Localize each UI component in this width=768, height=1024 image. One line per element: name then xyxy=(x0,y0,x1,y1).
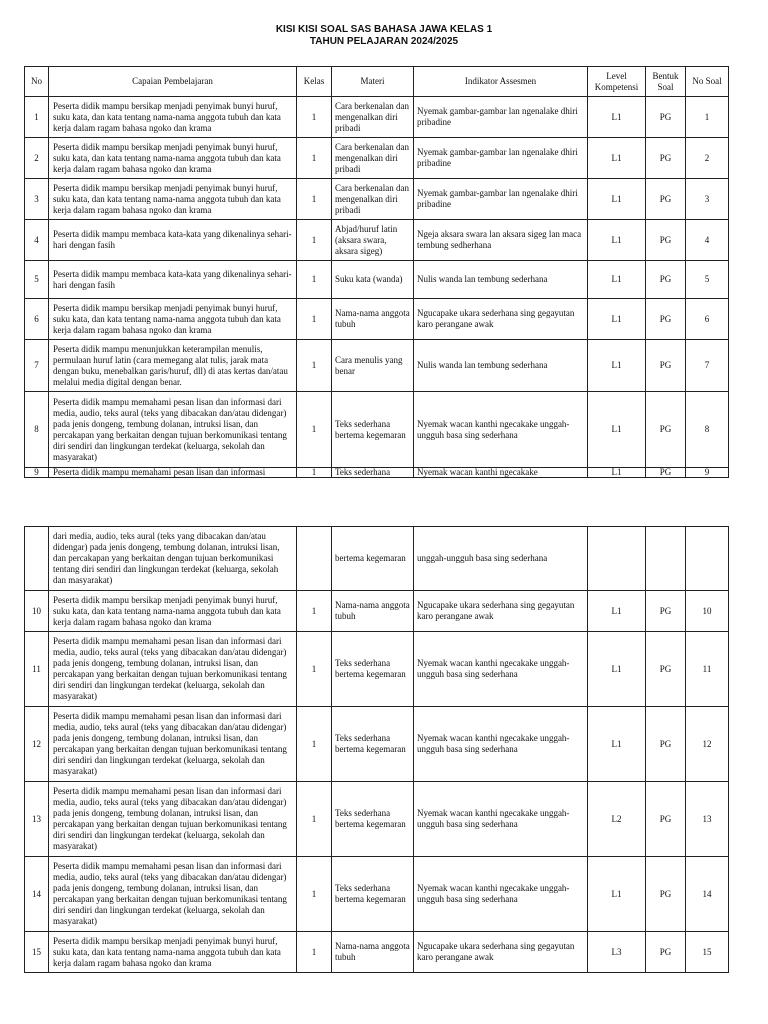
cell-nosoal: 15 xyxy=(686,932,729,973)
cell-no: 4 xyxy=(25,220,49,261)
cell-bentuk: PG xyxy=(646,261,686,299)
cell-nosoal: 5 xyxy=(686,261,729,299)
cell-materi: Cara berkenalan dan mengenalkan diri pribadi xyxy=(332,138,414,179)
cell-materi: Teks sederhana xyxy=(332,468,414,478)
cell-kelas: 1 xyxy=(297,340,332,392)
cell-nosoal: 14 xyxy=(686,857,729,932)
table-row xyxy=(25,932,729,973)
cell-nosoal xyxy=(686,527,729,591)
cell-materi: Nama-nama anggota tubuh xyxy=(332,932,414,973)
cell-level: L1 xyxy=(588,632,646,707)
cell-materi: Suku kata (wanda) xyxy=(332,261,414,299)
cell-bentuk: PG xyxy=(646,591,686,632)
cell-no: 6 xyxy=(25,299,49,340)
cell-no: 11 xyxy=(25,632,49,707)
cell-capaian: Peserta didik mampu bersikap menjadi penyimak bunyi huruf, suku kata, dan kata tentang nama-nama anggota tubuh dan kata kerja dalam ragam bahasa ngoko dan krama xyxy=(49,179,297,220)
cell-materi: Cara berkenalan dan mengenalkan diri pribadi xyxy=(332,179,414,220)
cell-materi: Teks sederhana bertema kegemaran xyxy=(332,857,414,932)
table-row xyxy=(25,632,729,707)
cell-materi: Abjad/huruf latin (aksara swara, aksara sigeg) xyxy=(332,220,414,261)
cell-no: 5 xyxy=(25,261,49,299)
table-row xyxy=(25,591,729,632)
cell-capaian: Peserta didik mampu membaca kata-kata yang dikenalinya sehari-hari dengan fasih xyxy=(49,220,297,261)
cell-capaian: Peserta didik mampu memahami pesan lisan dan informasi xyxy=(49,468,297,478)
cell-bentuk: PG xyxy=(646,340,686,392)
cell-bentuk: PG xyxy=(646,299,686,340)
cell-nosoal: 12 xyxy=(686,707,729,782)
cell-level: L1 xyxy=(588,179,646,220)
cell-nosoal: 9 xyxy=(686,468,729,478)
cell-no: 10 xyxy=(25,591,49,632)
table-row xyxy=(25,261,729,299)
document-subtitle: TAHUN PELAJARAN 2024/2025 xyxy=(309,36,459,47)
cell-capaian: Peserta didik mampu bersikap menjadi penyimak bunyi huruf, suku kata, dan kata tentang nama-nama anggota tubuh dan kata kerja dalam ragam bahasa ngoko dan krama xyxy=(49,138,297,179)
cell-nosoal: 6 xyxy=(686,299,729,340)
cell-indikator: Ngucapake ukara sederhana sing gegayutan karo perangane awak xyxy=(414,299,588,340)
cell-level: L3 xyxy=(588,932,646,973)
cell-capaian: Peserta didik mampu memahami pesan lisan dan informasi dari media, audio, teks aural (teks yang dibacakan dan/atau didengar) pada jenis dongeng, tembung dolanan, intruksi lisan, dan percakapan yang berkaitan dengan tujuan berkomunikasi tentang diri sendiri dan lingkungan terdekat (keluarga, sekolah dan masyarakat) xyxy=(49,707,297,782)
table-row xyxy=(25,707,729,782)
table-header-row xyxy=(25,67,729,97)
cell-kelas: 1 xyxy=(297,932,332,973)
cell-nosoal: 7 xyxy=(686,340,729,392)
table-row xyxy=(25,782,729,857)
cell-capaian: Peserta didik mampu bersikap menjadi penyimak bunyi huruf, suku kata, dan kata tentang nama-nama anggota tubuh dan kata kerja dalam ragam bahasa ngoko dan krama xyxy=(49,591,297,632)
cell-level: L1 xyxy=(588,857,646,932)
cell-capaian: Peserta didik mampu membaca kata-kata yang dikenalinya sehari-hari dengan fasih xyxy=(49,261,297,299)
table-row xyxy=(25,527,729,591)
cell-kelas: 1 xyxy=(297,468,332,478)
cell-kelas: 1 xyxy=(297,138,332,179)
cell-kelas: 1 xyxy=(297,857,332,932)
cell-level: L1 xyxy=(588,591,646,632)
cell-indikator: Nyemak gambar-gambar lan ngenalake dhiri pribadine xyxy=(414,179,588,220)
document-title: KISI KISI SOAL SAS BAHASA JAWA KELAS 1 xyxy=(275,24,493,35)
kisi-table-page-1 xyxy=(24,66,729,478)
cell-materi: Cara menulis yang benar xyxy=(332,340,414,392)
cell-level: L1 xyxy=(588,97,646,138)
cell-kelas: 1 xyxy=(297,97,332,138)
table-row xyxy=(25,340,729,392)
table-row xyxy=(25,138,729,179)
cell-indikator: Nulis wanda lan tembung sederhana xyxy=(414,261,588,299)
cell-kelas: 1 xyxy=(297,632,332,707)
cell-materi: Teks sederhana bertema kegemaran xyxy=(332,392,414,468)
cell-indikator: Ngucapake ukara sederhana sing gegayutan karo perangane awak xyxy=(414,932,588,973)
cell-capaian: Peserta didik mampu memahami pesan lisan dan informasi dari media, audio, teks aural (teks yang dibacakan dan/atau didengar) pada jenis dongeng, tembung dolanan, intruksi lisan, dan percakapan yang berkaitan dengan tujuan berkomunikasi tentang diri sendiri dan lingkungan terdekat (keluarga, sekolah dan masyarakat) xyxy=(49,392,297,468)
header-level: Level Kompetensi xyxy=(588,67,646,97)
cell-nosoal: 13 xyxy=(686,782,729,857)
cell-nosoal: 2 xyxy=(686,138,729,179)
cell-indikator: Nyemak gambar-gambar lan ngenalake dhiri pribadine xyxy=(414,97,588,138)
cell-bentuk: PG xyxy=(646,392,686,468)
cell-indikator: Ngucapake ukara sederhana sing gegayutan karo perangane awak xyxy=(414,591,588,632)
cell-materi: Teks sederhana bertema kegemaran xyxy=(332,632,414,707)
header-kelas: Kelas xyxy=(297,67,332,97)
cell-no: 1 xyxy=(25,97,49,138)
cell-no: 3 xyxy=(25,179,49,220)
cell-no: 14 xyxy=(25,857,49,932)
header-materi: Materi xyxy=(332,67,414,97)
cell-materi: Teks sederhana bertema kegemaran xyxy=(332,707,414,782)
cell-bentuk: PG xyxy=(646,782,686,857)
cell-indikator: Nyemak wacan kanthi ngecakake unggah-ungguh basa sing sederhana xyxy=(414,857,588,932)
cell-kelas: 1 xyxy=(297,299,332,340)
cell-capaian: Peserta didik mampu memahami pesan lisan dan informasi dari media, audio, teks aural (teks yang dibacakan dan/atau didengar) pada jenis dongeng, tembung dolanan, intruksi lisan, dan percakapan yang berkaitan dengan tujuan berkomunikasi tentang diri sendiri dan lingkungan terdekat (keluarga, sekolah dan masyarakat) xyxy=(49,857,297,932)
cell-no: 8 xyxy=(25,392,49,468)
header-no: No xyxy=(25,67,49,97)
cell-no: 7 xyxy=(25,340,49,392)
cell-kelas: 1 xyxy=(297,707,332,782)
cell-nosoal: 10 xyxy=(686,591,729,632)
cell-bentuk: PG xyxy=(646,932,686,973)
cell-bentuk: PG xyxy=(646,632,686,707)
cell-nosoal: 11 xyxy=(686,632,729,707)
cell-level: L1 xyxy=(588,261,646,299)
table-row xyxy=(25,179,729,220)
cell-kelas: 1 xyxy=(297,179,332,220)
cell-capaian: dari media, audio, teks aural (teks yang dibacakan dan/atau didengar) pada jenis dongeng, tembung dolanan, intruksi lisan, dan percakapan yang berkaitan dengan tujuan berkomunikasi tentang diri sendiri dan lingkungan terdekat (keluarga, sekolah dan masyarakat) xyxy=(49,527,297,591)
header-bentuk: Bentuk Soal xyxy=(646,67,686,97)
cell-indikator: Nyemak wacan kanthi ngecakake xyxy=(414,468,588,478)
cell-level: L1 xyxy=(588,468,646,478)
cell-level: L1 xyxy=(588,299,646,340)
cell-indikator: Nyemak wacan kanthi ngecakake unggah-ungguh basa sing sederhana xyxy=(414,782,588,857)
cell-bentuk: PG xyxy=(646,707,686,782)
cell-no xyxy=(25,527,49,591)
cell-level: L1 xyxy=(588,707,646,782)
cell-capaian: Peserta didik mampu memahami pesan lisan dan informasi dari media, audio, teks aural (teks yang dibacakan dan/atau didengar) pada jenis dongeng, tembung dolanan, intruksi lisan, dan percakapan yang berkaitan dengan tujuan berkomunikasi tentang diri sendiri dan lingkungan terdekat (keluarga, sekolah dan masyarakat) xyxy=(49,632,297,707)
cell-capaian: Peserta didik mampu memahami pesan lisan dan informasi dari media, audio, teks aural (teks yang dibacakan dan/atau didengar) pada jenis dongeng, tembung dolanan, intruksi lisan, dan percakapan yang berkaitan dengan tujuan berkomunikasi tentang diri sendiri dan lingkungan terdekat (keluarga, sekolah dan masyarakat) xyxy=(49,782,297,857)
cell-bentuk: PG xyxy=(646,857,686,932)
cell-kelas: 1 xyxy=(297,782,332,857)
table-row xyxy=(25,392,729,468)
cell-bentuk xyxy=(646,527,686,591)
cell-level: L1 xyxy=(588,340,646,392)
cell-bentuk: PG xyxy=(646,220,686,261)
cell-indikator: Nyemak gambar-gambar lan ngenalake dhiri pribadine xyxy=(414,138,588,179)
header-nosoal: No Soal xyxy=(686,67,729,97)
cell-bentuk: PG xyxy=(646,138,686,179)
cell-indikator: Ngeja aksara swara lan aksara sigeg lan maca tembung sedherhana xyxy=(414,220,588,261)
cell-bentuk: PG xyxy=(646,179,686,220)
cell-materi: bertema kegemaran xyxy=(332,527,414,591)
cell-capaian: Peserta didik mampu bersikap menjadi penyimak bunyi huruf, suku kata, dan kata tentang nama-nama anggota tubuh dan kata kerja dalam ragam bahasa ngoko dan krama xyxy=(49,299,297,340)
cell-materi: Nama-nama anggota tubuh xyxy=(332,591,414,632)
cell-level: L1 xyxy=(588,138,646,179)
header-capaian: Capaian Pembelajaran xyxy=(49,67,297,97)
table-row xyxy=(25,220,729,261)
cell-indikator: Nyemak wacan kanthi ngecakake unggah-ungguh basa sing sederhana xyxy=(414,392,588,468)
cell-nosoal: 1 xyxy=(686,97,729,138)
kisi-table-page-2 xyxy=(24,526,729,973)
cell-kelas: 1 xyxy=(297,220,332,261)
cell-no: 13 xyxy=(25,782,49,857)
cell-no: 2 xyxy=(25,138,49,179)
cell-indikator: Nyemak wacan kanthi ngecakake unggah-ungguh basa sing sederhana xyxy=(414,707,588,782)
cell-level: L1 xyxy=(588,392,646,468)
cell-kelas: 1 xyxy=(297,591,332,632)
cell-kelas: 1 xyxy=(297,261,332,299)
table-row xyxy=(25,857,729,932)
cell-kelas: 1 xyxy=(297,392,332,468)
cell-level: L2 xyxy=(588,782,646,857)
cell-materi: Teks sederhana bertema kegemaran xyxy=(332,782,414,857)
cell-level: L1 xyxy=(588,220,646,261)
cell-bentuk: PG xyxy=(646,468,686,478)
cell-materi: Cara berkenalan dan mengenalkan diri pribadi xyxy=(332,97,414,138)
cell-materi: Nama-nama anggota tubuh xyxy=(332,299,414,340)
cell-no: 9 xyxy=(25,468,49,478)
cell-kelas xyxy=(297,527,332,591)
cell-indikator: Nyemak wacan kanthi ngecakake unggah-ungguh basa sing sederhana xyxy=(414,632,588,707)
table-row xyxy=(25,468,729,478)
cell-indikator: Nulis wanda lan tembung sederhana xyxy=(414,340,588,392)
table-row xyxy=(25,97,729,138)
table-row xyxy=(25,299,729,340)
cell-capaian: Peserta didik mampu bersikap menjadi penyimak bunyi huruf, suku kata, dan kata tentang nama-nama anggota tubuh dan kata kerja dalam ragam bahasa ngoko dan krama xyxy=(49,932,297,973)
header-indikator: Indikator Assesmen xyxy=(414,67,588,97)
cell-indikator: unggah-ungguh basa sing sederhana xyxy=(414,527,588,591)
cell-nosoal: 8 xyxy=(686,392,729,468)
cell-capaian: Peserta didik mampu bersikap menjadi penyimak bunyi huruf, suku kata, dan kata tentang nama-nama anggota tubuh dan kata kerja dalam ragam bahasa ngoko dan krama xyxy=(49,97,297,138)
cell-no: 15 xyxy=(25,932,49,973)
cell-nosoal: 3 xyxy=(686,179,729,220)
cell-capaian: Peserta didik mampu menunjukkan keterampilan menulis, permulaan huruf latin (cara memegang alat tulis, jarak mata dengan buku, menebalkan garis/huruf, dll) di atas kertas dan/atau melalui media digital dengan benar. xyxy=(49,340,297,392)
cell-nosoal: 4 xyxy=(686,220,729,261)
cell-bentuk: PG xyxy=(646,97,686,138)
cell-no: 12 xyxy=(25,707,49,782)
cell-level xyxy=(588,527,646,591)
